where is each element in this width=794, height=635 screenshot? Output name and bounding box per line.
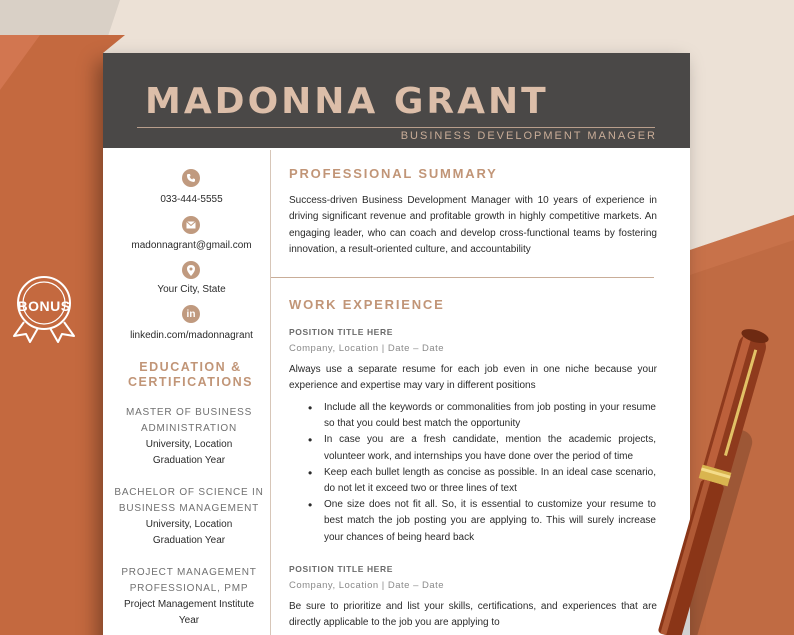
school-name: University, Location <box>145 519 233 530</box>
list-item: • Keep each bullet length as concise as possible. In an ideal case scenario, do not let it exceed two or three lines of text <box>306 465 656 497</box>
summary-text: Success-driven Business Development Manager with 10 years of experience in driving significant revenue and profitable growth in highly competitive markets. An engaging leader, who can coach and develop cross-functional teams by fostering innovation, a result-oriented culture, and accountability <box>289 195 657 255</box>
linkedin-icon: in <box>182 305 200 323</box>
summary-heading: PROFESSIONAL SUMMARY <box>289 166 498 181</box>
graduation-year: Graduation Year <box>152 455 226 466</box>
graduation-year: Year <box>178 615 200 626</box>
degree-title: MASTER OF BUSINESS <box>125 407 253 418</box>
graduation-year: Graduation Year <box>152 535 226 546</box>
education-heading-line1: EDUCATION & <box>139 360 242 374</box>
phone-number[interactable]: 033-444-5555 <box>160 194 223 205</box>
job-title: BUSINESS DEVELOPMENT MANAGER <box>400 130 657 142</box>
list-item: • One size does not fit all. So, it is essential to customize your resume to best match the job posting you are applying to. This will surely increase your chances of being heard back <box>306 497 656 546</box>
bonus-label: BONUS <box>17 298 71 314</box>
degree-title: PROFESSIONAL, PMP <box>129 583 249 594</box>
degree-title: PROJECT MANAGEMENT <box>121 567 257 578</box>
location-text: Your City, State <box>157 284 226 295</box>
school-name: University, Location <box>145 439 233 450</box>
job-intro: Always use a separate resume for each job even in one niche because your experience and expertise may vary in different positions <box>289 364 657 392</box>
linkedin-url[interactable]: linkedin.com/madonnagrant <box>130 330 253 341</box>
education-heading-line2: CERTIFICATIONS <box>128 375 253 389</box>
school-name: Project Management Institute <box>123 599 255 610</box>
company-line: Company, Location | Date – Date <box>289 343 445 354</box>
degree-title: BUSINESS MANAGEMENT <box>118 503 260 514</box>
position-title: POSITION TITLE HERE <box>289 327 393 337</box>
email-address[interactable]: madonnagrant@gmail.com <box>131 240 252 251</box>
company-line: Company, Location | Date – Date <box>289 580 445 591</box>
degree-title: ADMINISTRATION <box>140 423 237 434</box>
position-title: POSITION TITLE HERE <box>289 564 393 574</box>
list-item: • Include all the keywords or commonalities from job posting in your resume so that you could best match the opportunity <box>306 400 656 432</box>
experience-heading: WORK EXPERIENCE <box>289 297 445 312</box>
candidate-name: MADONNA GRANT <box>145 81 549 122</box>
degree-title: BACHELOR OF SCIENCE IN <box>114 487 264 498</box>
list-item: • In case you are a fresh candidate, mention the academic projects, volunteer work, and internships you have done over the period of time <box>306 432 656 464</box>
job-intro: Be sure to prioritize and list your skills, certifications, and experiences that are directly applicable to the job you are applying to <box>289 601 657 629</box>
